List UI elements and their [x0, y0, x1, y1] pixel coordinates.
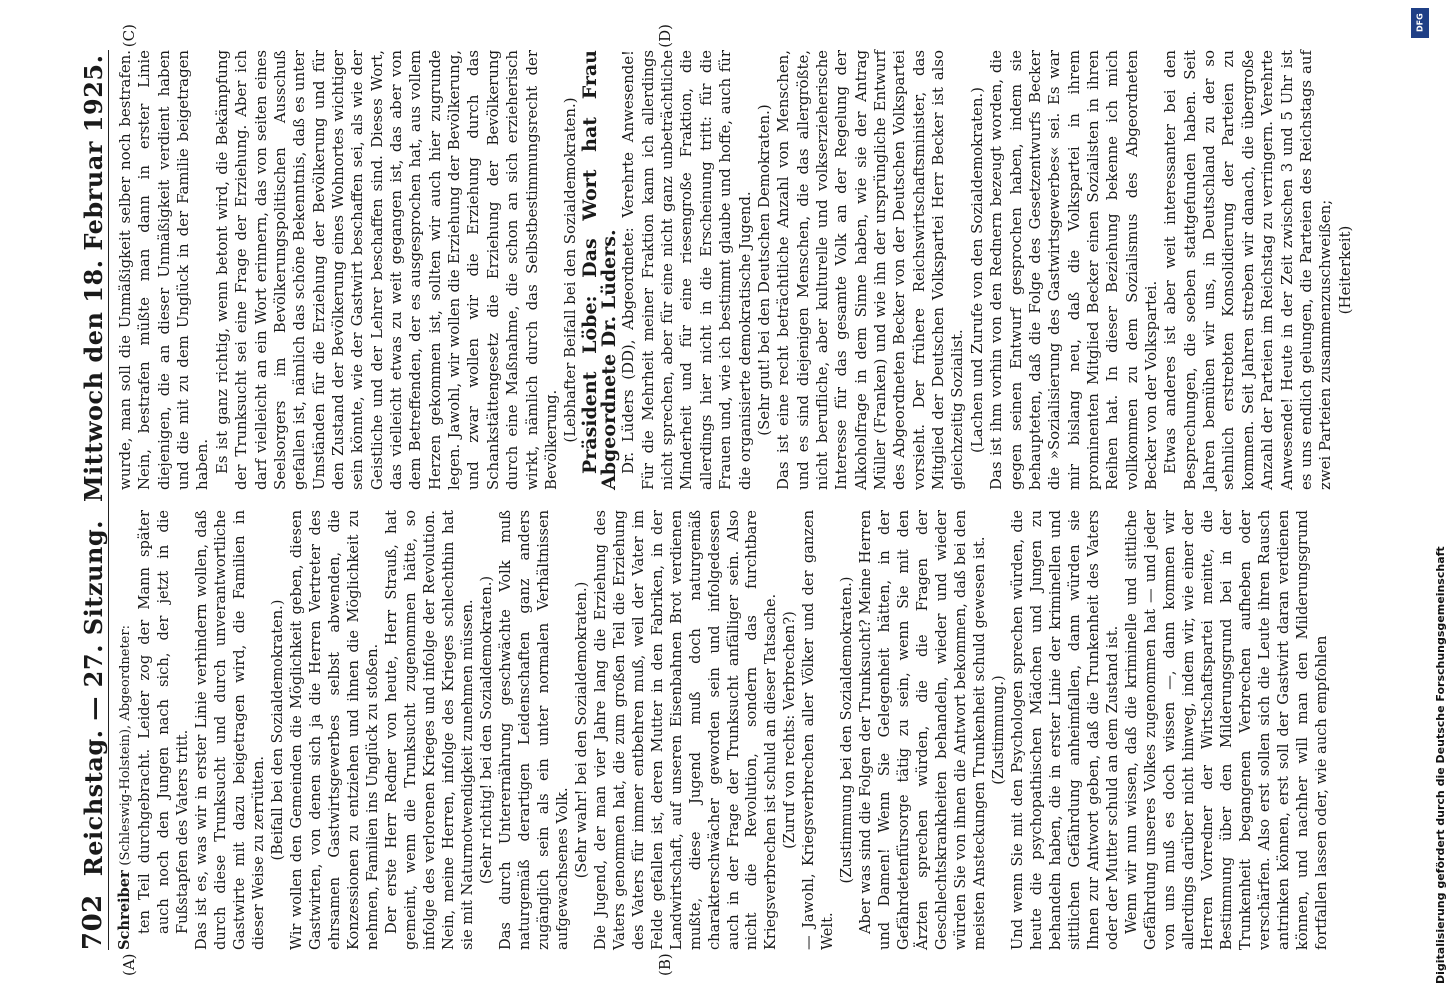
- paragraph: Dr. Lüders (DD), Abgeordnete: Verehrte Anwesende! Für die Mehrheit meiner Fraktion kann ich allerdings nicht sprechen, aber für eine nicht ganz unbeträchtliche Minderheit und für eine riesengroße Fraktion, die allerdings hier nicht in die Erscheinung tritt: für die Frauen und, wie ich bestimmt glaube und hoffe, auch für die organisierte demokratische Jugend.: [619, 50, 754, 490]
- stage-direction: (Zustimmung.): [990, 675, 1008, 785]
- paragraph: Wenn wir nun wissen, daß die kriminelle und sittliche Gefährdung unseres Volkes zugenommen hat — und jeder von uns muß es doch wissen —, dann kommen wir allerdings darüber nicht hinweg, indem wir, wie einer der Herren Vorredner der Wirtschaftspartei meinte, die Bestimmung über den Milderungsgrund bei in der Trunkenheit begangenen Verbrechen aufheben oder verschärfen. Also erst sollen sich die Leute ihren Rausch antrinken können, erst soll der Gastwirt daran verdienen können, und nachher will man den Milderungsgrund fortfallen lassen oder, wie auch empfohlen: [1123, 510, 1331, 950]
- scanned-page: [72, 24, 1382, 976]
- stage-direction: (Lebhafter Beifall bei den Sozialdemokraten.): [561, 97, 580, 443]
- page-header: [72, 50, 109, 950]
- paragraph: Die Jugend, der man vier Jahre lang die Erziehung des Vaters genommen hat, die zum großen Teil die Erziehung des Vaters für immer entbehren muß, weil der Vater im Felde gefallen ist, deren Mutter in den Fabriken, in der Landwirtschaft, auf unseren Eisenbahnen Brot verdienen mußte, diese Jugend muß doch naturgemäß charakterschwächer geworden sein und infolgedessen auch in der Frage der Trunksucht anfälliger sein. Also nicht die Revolution, sondern das furchtbare Kriegsverbrechen ist schuld an dieser Tatsache.: [591, 510, 780, 950]
- paragraph: Und wenn Sie mit den Psychologen sprechen würden, die heute die psychopathischen Mädchen und Jungen zu behandeln haben, die in erster Linie der kriminellen und sittlichen Gefährdung anheimfallen, dann würden sie Ihnen zur Antwort geben, daß die Trunkenheit des Vaters oder der Mutter schuld an dem Zustand ist.: [1009, 510, 1122, 950]
- paragraph: Das durch Unterernährung geschwächte Volk muß naturgemäß derartigen Leidenschaften ganz anders zugänglich sein als ein unter normalen Verhältnissen aufgewachsenes Volk.: [496, 510, 571, 950]
- stage-direction: (Sehr gut! bei den Deutschen Demokraten.): [754, 104, 773, 436]
- column-right: [116, 24, 1366, 490]
- margin-mark-a: (A): [120, 953, 138, 976]
- paragraph: wurde, man soll die Unmäßigkeit selber noch bestrafen. Nein, bestrafen müßte man dann in erster Linie diejenigen, die an dieser Unmäßigkeit verdient haben und die mit zu dem Unglück in der Familie beigetragen haben.: [116, 50, 212, 490]
- stage-direction: (Zuruf von rechts: Verbrechen?): [781, 611, 799, 849]
- speaker-name: Schreiber: [116, 870, 133, 950]
- dfg-logo: DFG: [1411, 8, 1429, 38]
- digitization-credit: Digitalisierung gefördert durch die Deutsche Forschungsgemeinschaft: [1434, 546, 1447, 984]
- paragraph: Das ist eine recht beträchtliche Anzahl von Menschen, und es sind diejenigen Menschen, die das allergrößte, nicht berufliche, aber kulturelle und volkserzieherische Interesse für das gesamte Volk an der Regelung der Alkoholfrage in dem Sinne haben, wie sie der Antrag Müller (Franken) und wie ihn der ursprüngliche Entwurf des Abgeordneten Becker von der Deutschen Volkspartei vorsieht. Der frühere Reichswirtschaftsminister, das Mitglied der Deutschen Volkspartei Herr Becker ist also gleichzeitig Sozialist.: [774, 50, 967, 490]
- column-left: [116, 510, 1366, 976]
- stage-direction: (Heiterkeit): [1335, 225, 1354, 315]
- paragraph: ten Teil durchgebracht. Leider zog der Mann später auch noch den Jungen nach sich, der jetzt in die Fußstapfen des Vaters tritt.: [135, 510, 191, 934]
- speaker-note: (Schleswig-Holstein), Abgeordneter:: [118, 625, 133, 866]
- paragraph: — Jawohl, Kriegsverbrechen aller Völker und der ganzen Welt.: [800, 510, 837, 950]
- stage-direction: (Lachen und Zurufe von den Sozialdemokraten.): [967, 87, 986, 453]
- stage-direction: (Sehr wahr! bei den Sozialdemokraten.): [572, 581, 590, 879]
- paragraph: Der erste Herr Redner von heute, Herr Strauß, hat gemeint, wenn die Trunksucht zugenommen hätte, so infolge des verlorenen Krieges und infolge der Revolution. Nein, meine Herren, infolge des Krieges schlechthin hat sie mit Naturnotwendigkeit zunehmen müssen.: [382, 510, 476, 950]
- header-title-right: Mittwoch den 18. Februar 1925.: [79, 54, 108, 503]
- margin-mark-c: (C): [120, 24, 138, 48]
- margin-mark-b: (B): [656, 953, 674, 976]
- digitization-sidebar: [1408, 0, 1447, 1000]
- page-number: 702: [78, 894, 108, 950]
- paragraph: Aber was sind die Folgen der Trunksucht? Meine Herren und Damen! Wenn Sie Gelegenheit hätten, in der Gefährdetenfürsorge tätig zu sein, wenn Sie mit den Ärzten sprechen würden, die die Fragen der Geschlechtskrankheiten behandeln, wieder und wieder würden Sie von ihnen die Antwort bekommen, daß bei den meisten Ansteckungen Trunkenheit schuld gewesen ist.: [857, 510, 989, 950]
- speaker-line: [116, 510, 136, 950]
- paragraph: Das ist ihm vorhin von den Rednern bezeugt worden, die gegen seinen Entwurf gesprochen haben, indem sie behaupteten, daß die Folge des Gesetzentwurfs Becker die »Sozialisierung des Gastwirtsgewerbes« sei. Es war mir bislang neu, daß die Volkspartei in ihrem prominenten Mitglied Becker einen Sozialisten in ihren Reihen hat. In dieser Beziehung bekenne ich mich vollkommen zu dem Sozialismus des Abgeordneten Becker von der Volkspartei.: [987, 50, 1161, 490]
- stage-direction: (Sehr richtig! bei den Sozialdemokraten.): [477, 575, 495, 885]
- paragraph: Präsident Löbe: Das Wort hat Frau Abgeordnete Dr. Lüders.: [578, 50, 620, 490]
- margin-mark-d: (D): [656, 24, 674, 48]
- stage-direction: (Beifall bei den Sozialdemokraten.): [268, 599, 286, 861]
- paragraph: Das ist es, was wir in erster Linie verhindern wollen, daß durch diese Trunksucht und durch unverantwortliche Gastwirte mit dazu beigetragen wird, die Familien in dieser Weise zu zerrütten.: [192, 510, 267, 950]
- text-columns: [116, 24, 1366, 976]
- paragraph: Es ist ganz richtig, wenn betont wird, die Bekämpfung der Trunksucht sei eine Frage der Erziehung. Aber ich darf vielleicht an ein Wort erinnern, das von seiten eines Seelsorgers im Bevölkerungspolitischen Ausschuß gefallen ist, nämlich das schöne Bekenntnis, daß es unter Umständen für die Erziehung der Bevölkerung und für den Zustand der Bevölkerung eines Wohnortes wichtiger sein könnte, wie der Gastwirt beschaffen sei, als wie der Geistliche und der Lehrer beschaffen sind. Dieses Wort, das vielleicht etwas zu weit gegangen ist, das aber von dem Betreffenden, der es ausgesprochen hat, aus vollem Herzen gekommen ist, sollten wir auch hier zugrunde legen. Jawohl, wir wollen die Erziehung der Bevölkerung, und zwar wollen wir die Erziehung durch das Schankstättengesetz die Erziehung der Bevölkerung durch eine Maßnahme, die schon an sich erzieherisch wirkt, nämlich durch das Selbstbestimmungsrecht der Bevölkerung.: [212, 50, 560, 490]
- paragraph: Wir wollen den Gemeinden die Möglichkeit geben, diesen Gastwirten, von denen sich ja die Herren Vertreter des ehrsamen Gastwirtsgewerbes selbst abwenden, die Konzessionen zu entziehen und ihnen die Möglichkeit zu nehmen, Familien ins Unglück zu stoßen.: [287, 510, 381, 950]
- paragraph: Etwas anderes ist aber weit interessanter bei den Besprechungen, die soeben stattgefunden haben. Seit Jahren bemühen wir uns, in Deutschland zu der so sehnlich erstrebten Konsolidierung der Parteien zu kommen. Seit Jahren streben wir danach, die übergroße Anzahl der Parteien im Reichstag zu verringern. Verehrte Anwesende! Heute in der Zeit zwischen 3 und 5 Uhr ist es uns endlich gelungen, die Parteien des Reichstags auf zwei Parteien zusammenzuschweißen;: [1161, 50, 1335, 490]
- stage-direction: (Zustimmung bei den Sozialdemokraten.): [838, 576, 856, 884]
- header-title-left: Reichstag. — 27. Sitzung.: [79, 520, 108, 877]
